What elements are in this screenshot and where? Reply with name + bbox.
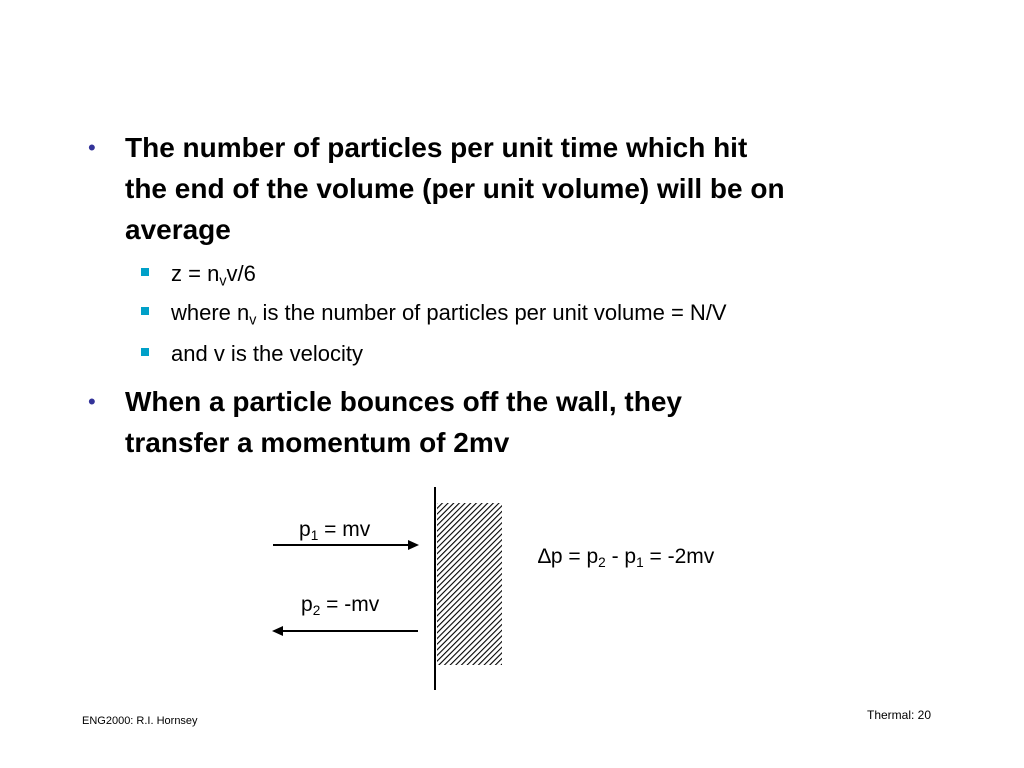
bullet-1-line-2: the end of the volume (per unit volume) will be on — [125, 173, 785, 204]
bullet-marker: • — [88, 135, 96, 160]
sub-bullet-3: and v is the velocity — [171, 341, 363, 366]
footer-slide-number: Thermal: 20 — [867, 708, 932, 722]
bullet-marker: • — [88, 389, 96, 414]
bullet-1-line-1: The number of particles per unit time which hit — [125, 132, 748, 163]
delta-p-equation: $\Delta p = p_2 - p_1 = -2mv$ — [538, 545, 715, 571]
p1-label: $p_1$ = mv — [299, 518, 371, 544]
bullet-2-line-2: transfer a momentum of 2mv — [125, 427, 510, 458]
sub-bullet-1: $z = n_vv/6$ — [171, 261, 256, 290]
delta-icon: ∆ — [538, 545, 551, 568]
hatched-wall — [437, 503, 502, 665]
left-arrow-icon — [272, 626, 418, 636]
sub-bullet-2: where $n_v$ is the number of particles per unit volume = N/V — [171, 300, 727, 329]
bullet-2-line-1: When a particle bounces off the wall, they — [125, 386, 682, 417]
p2-label: $p_2 = -mv$ — [301, 593, 380, 619]
bullet-1-line-3: average — [125, 214, 231, 245]
footer-author: ENG2000: R.I. Hornsey — [82, 715, 198, 727]
